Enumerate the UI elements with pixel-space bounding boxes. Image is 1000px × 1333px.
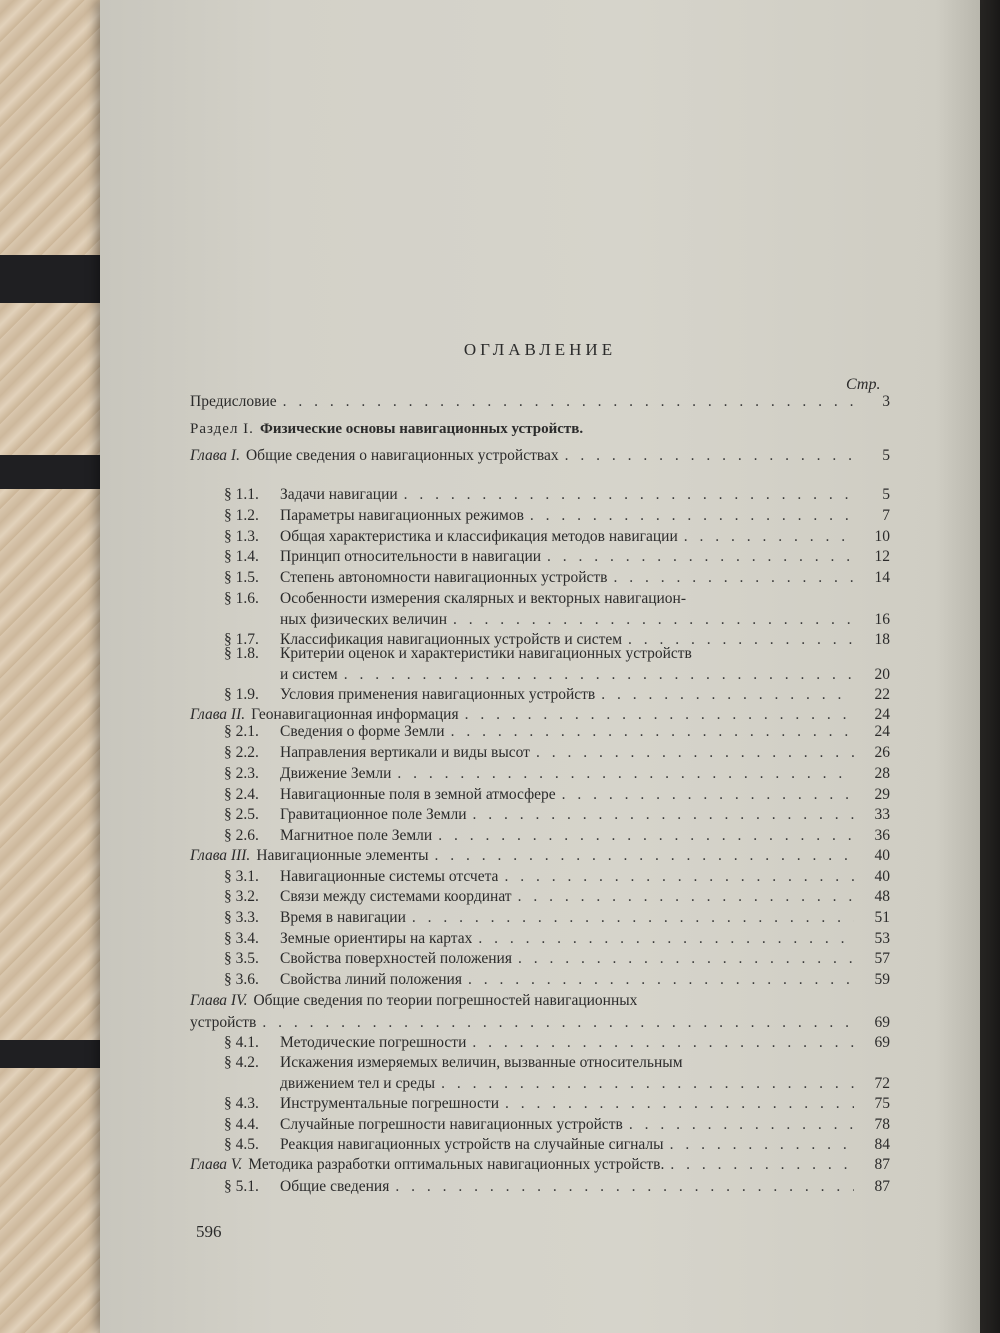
leader-dots <box>451 723 854 741</box>
page-column-label: Стр. <box>846 376 881 393</box>
entry-title: Связи между системами координат <box>280 888 512 905</box>
toc-section-row <box>224 590 890 608</box>
leader-dots <box>397 765 854 783</box>
toc-section-row <box>224 806 890 824</box>
toc-section-row <box>224 1054 890 1072</box>
toc-section-row <box>224 744 890 762</box>
leader-dots <box>344 666 854 684</box>
chapter-label: Глава I. <box>190 447 240 464</box>
section-number: § 3.4. <box>224 930 259 947</box>
entry-page: 69 <box>874 1014 890 1031</box>
toc-heading: ОГЛАВЛЕНИЕ <box>463 340 617 359</box>
entry-title: Общие сведения <box>280 1178 390 1195</box>
leader-dots <box>395 1178 854 1196</box>
entry-title: Магнитное поле Земли <box>280 827 433 844</box>
toc-section-row <box>224 971 890 989</box>
leader-dots <box>530 507 854 525</box>
background-stripe <box>0 455 110 489</box>
entry-title: движением тел и среды <box>280 1075 436 1092</box>
leader-dots <box>505 1095 854 1113</box>
leader-dots <box>670 1136 854 1154</box>
section-number: § 1.7. <box>224 631 259 648</box>
toc-section-row <box>224 686 890 704</box>
toc-chapter-row <box>190 847 890 865</box>
entry-title: Свойства линий положения <box>280 971 462 988</box>
entry-page: 22 <box>874 686 890 703</box>
chapter-label: Глава II. <box>190 706 246 723</box>
entry-title: Время в навигации <box>280 909 406 926</box>
entry-title: Параметры навигационных режимов <box>280 507 524 524</box>
entry-page: 51 <box>874 909 890 926</box>
toc-section-row <box>224 1136 890 1154</box>
entry-page: 33 <box>874 806 890 823</box>
toc-section-row <box>224 1095 890 1113</box>
section-number: § 4.1. <box>224 1034 259 1051</box>
entry-title: Гравитационное поле Земли <box>280 806 467 823</box>
entry-title: Навигационные системы отсчета <box>280 868 499 885</box>
section-number: § 1.3. <box>224 528 259 545</box>
toc-section-row <box>224 528 890 546</box>
toc-chapter-row <box>190 1156 890 1174</box>
section-number: § 1.4. <box>224 548 259 565</box>
section-number: § 1.2. <box>224 507 259 524</box>
entry-title: Направления вертикали и виды высот <box>280 744 530 761</box>
leader-dots <box>412 909 854 927</box>
leader-dots <box>504 868 854 886</box>
chapter-label: Глава IV. <box>190 992 248 1009</box>
leader-dots <box>472 1034 854 1052</box>
section-number: § 2.6. <box>224 827 259 844</box>
leader-dots <box>473 806 854 824</box>
entry-page: 40 <box>874 847 890 864</box>
toc-section-row <box>224 569 890 587</box>
leader-dots <box>441 1075 854 1093</box>
section-number: § 4.4. <box>224 1116 259 1133</box>
leader-dots <box>547 548 854 566</box>
section-number: § 1.9. <box>224 686 259 703</box>
entry-title: Степень автономности навигационных устройств <box>280 569 608 586</box>
entry-page: 5 <box>882 447 890 464</box>
part-prefix: Раздел I. <box>190 421 254 437</box>
entry-title: Сведения о форме Земли <box>280 723 445 740</box>
leader-dots <box>404 486 854 504</box>
toc-chapter-row <box>190 992 890 1010</box>
section-number: § 4.3. <box>224 1095 259 1112</box>
entry-page: 48 <box>874 888 890 905</box>
leader-dots <box>262 1014 854 1032</box>
entry-page: 75 <box>874 1095 890 1112</box>
toc-row <box>190 1014 890 1032</box>
entry-title: Методика разработки оптимальных навигационных устройств. <box>248 1156 665 1173</box>
leader-dots <box>601 686 854 704</box>
toc-row <box>280 1075 890 1093</box>
entry-page: 18 <box>874 631 890 648</box>
section-number: § 3.2. <box>224 888 259 905</box>
section-number: § 4.5. <box>224 1136 259 1153</box>
toc-section-row <box>224 786 890 804</box>
entry-page: 84 <box>874 1136 890 1153</box>
toc-section-row <box>224 507 890 525</box>
section-number: § 1.8. <box>224 645 259 662</box>
toc-section-row <box>224 950 890 968</box>
toc-row <box>280 666 890 684</box>
entry-page: 40 <box>874 868 890 885</box>
section-number: § 1.6. <box>224 590 259 607</box>
toc-row <box>190 393 890 411</box>
entry-title: Общие сведения по теории погрешностей навигационных <box>253 992 638 1009</box>
entry-page: 26 <box>874 744 890 761</box>
entry-page: 72 <box>874 1075 890 1092</box>
entry-title: Общие сведения о навигационных устройствах <box>245 447 559 464</box>
entry-title: Движение Земли <box>280 765 392 782</box>
entry-page: 12 <box>874 548 890 565</box>
leader-dots <box>614 569 855 587</box>
entry-title: Случайные погрешности навигационных устройств <box>280 1116 623 1133</box>
leader-dots <box>518 888 854 906</box>
entry-title: ных физических величин <box>280 611 448 628</box>
entry-page: 69 <box>874 1034 890 1051</box>
leader-dots <box>438 827 854 845</box>
entry-page: 24 <box>874 706 890 723</box>
section-number: § 5.1. <box>224 1178 259 1195</box>
background-stripe <box>0 1040 110 1068</box>
entry-page: 14 <box>874 569 890 586</box>
entry-title: Искажения измеряемых величин, вызванные относительным <box>280 1054 683 1071</box>
chapter-label: Глава V. <box>190 1156 243 1173</box>
section-number: § 2.5. <box>224 806 259 823</box>
toc-section-row <box>224 888 890 906</box>
entry-page: 36 <box>874 827 890 844</box>
toc-section-row <box>224 765 890 783</box>
section-number: § 2.4. <box>224 786 259 803</box>
entry-title: Инструментальные погрешности <box>280 1095 499 1112</box>
entry-title: Навигационные поля в земной атмосфере <box>280 786 556 803</box>
entry-page: 59 <box>874 971 890 988</box>
leader-dots <box>518 950 854 968</box>
part-title: Физические основы навигационных устройств. <box>259 421 584 437</box>
entry-title: Методические погрешности <box>280 1034 467 1051</box>
entry-page: 7 <box>882 507 890 524</box>
leader-dots <box>670 1156 854 1174</box>
entry-title: Особенности измерения скалярных и векторных навигацион- <box>280 590 687 607</box>
leader-dots <box>536 744 854 762</box>
entry-title: Задачи навигации <box>280 486 398 503</box>
entry-title: Реакция навигационных устройств на случайные сигналы <box>280 1136 664 1153</box>
leader-dots <box>465 706 854 724</box>
entry-title: Принцип относительности в навигации <box>280 548 542 565</box>
toc-section-row <box>224 930 890 948</box>
leader-dots <box>629 1116 854 1134</box>
toc-chapter-row <box>190 706 890 724</box>
entry-page: 29 <box>874 786 890 803</box>
section-number: § 4.2. <box>224 1054 259 1071</box>
section-number: § 3.6. <box>224 971 259 988</box>
entry-title: Предисловие <box>190 393 277 410</box>
leader-dots <box>283 393 854 411</box>
toc-section-row <box>224 868 890 886</box>
toc-section-row <box>224 645 890 663</box>
toc-section-row <box>224 909 890 927</box>
entry-page: 16 <box>874 611 890 628</box>
section-number: § 1.5. <box>224 569 259 586</box>
section-number: § 3.1. <box>224 868 259 885</box>
toc-row <box>280 611 890 629</box>
section-number: § 3.5. <box>224 950 259 967</box>
page-number: 596 <box>196 1222 222 1241</box>
entry-page: 20 <box>874 666 890 683</box>
section-number: § 1.1. <box>224 486 259 503</box>
section-number: § 2.3. <box>224 765 259 782</box>
entry-page: 5 <box>882 486 890 503</box>
entry-page: 28 <box>874 765 890 782</box>
toc-section-row <box>224 486 890 504</box>
toc-section-row <box>224 723 890 741</box>
leader-dots <box>684 528 854 546</box>
leader-dots <box>435 847 855 865</box>
entry-page: 87 <box>874 1178 890 1195</box>
toc-section-row <box>224 1116 890 1134</box>
entry-title: Критерии оценок и характеристики навигационных устройств <box>280 645 692 662</box>
toc-chapter-row <box>190 447 890 465</box>
entry-page: 3 <box>882 393 890 410</box>
part-heading <box>190 420 890 438</box>
entry-page: 53 <box>874 930 890 947</box>
entry-title: и систем <box>280 666 338 683</box>
entry-page: 10 <box>874 528 890 545</box>
entry-title: Геонавигационная информация <box>251 706 459 723</box>
leader-dots <box>478 930 854 948</box>
entry-page: 87 <box>874 1156 890 1173</box>
toc-section-row <box>224 548 890 566</box>
section-number: § 3.3. <box>224 909 259 926</box>
entry-title: Классификация навигационных устройств и систем <box>280 631 623 648</box>
entry-page: 78 <box>874 1116 890 1133</box>
toc-section-row <box>224 827 890 845</box>
leader-dots <box>562 786 854 804</box>
toc-section-row <box>224 1034 890 1052</box>
entry-page: 57 <box>874 950 890 967</box>
chapter-label: Глава III. <box>190 847 251 864</box>
entry-page: 24 <box>874 723 890 740</box>
entry-title: Навигационные элементы <box>256 847 429 864</box>
entry-title: Общая характеристика и классификация методов навигации <box>280 528 678 545</box>
entry-title: Условия применения навигационных устройств <box>280 686 596 703</box>
entry-title: Земные ориентиры на картах <box>280 930 473 947</box>
section-number: § 2.2. <box>224 744 259 761</box>
section-number: § 2.1. <box>224 723 259 740</box>
leader-dots <box>468 971 854 989</box>
leader-dots <box>453 611 854 629</box>
entry-title: устройств <box>190 1014 257 1031</box>
entry-title: Свойства поверхностей положения <box>280 950 512 967</box>
toc-section-row <box>224 1178 890 1196</box>
leader-dots <box>565 447 854 465</box>
